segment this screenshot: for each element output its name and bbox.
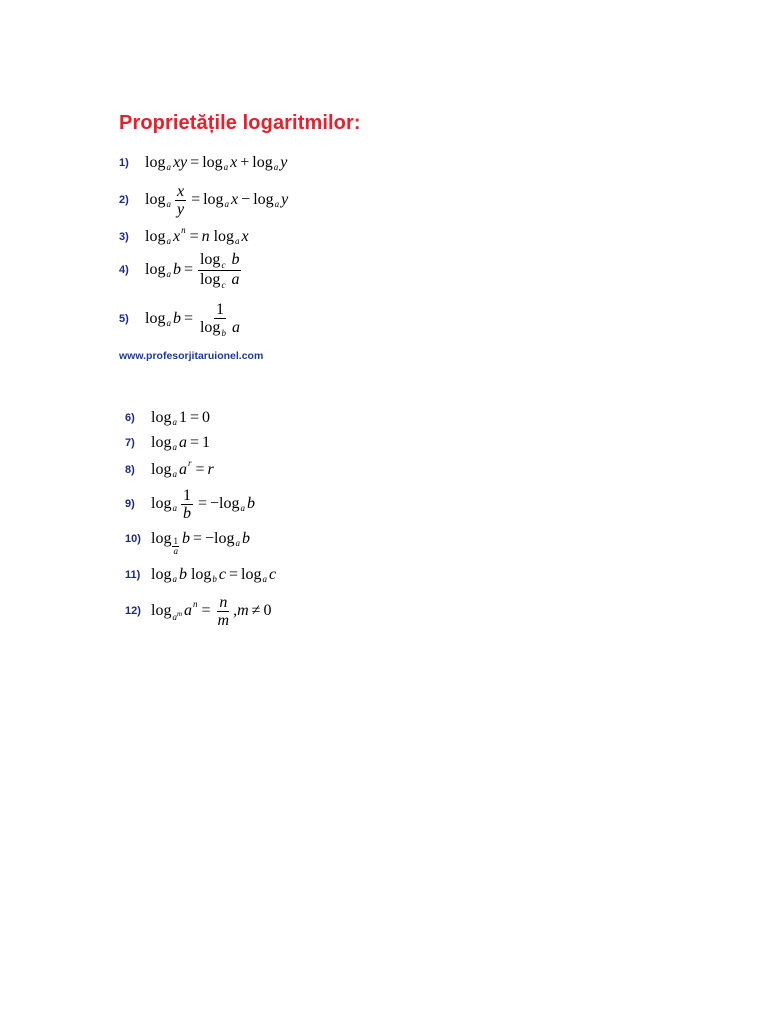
- property-number: 1): [119, 157, 129, 169]
- property-7: [125, 428, 210, 458]
- formula-log-of-base: log a a = 1: [151, 434, 210, 452]
- property-number: 7): [125, 437, 135, 449]
- property-number: 6): [125, 412, 135, 424]
- property-12: [125, 590, 271, 632]
- property-1: [119, 148, 287, 178]
- formula-power-rule: log a x n = n log a x: [145, 225, 249, 246]
- property-number: 10): [125, 533, 141, 545]
- fraction: $\frac{x}{y}$: [176, 182, 185, 218]
- property-number: 5): [119, 313, 129, 325]
- property-number: 8): [125, 464, 135, 476]
- formula-product-rule: log a xy = log a x + log a y: [145, 154, 288, 172]
- formula-log-of-power-of-base: log a a r = r: [151, 458, 214, 479]
- property-number: 2): [119, 194, 129, 206]
- website-link[interactable]: www.profesorjitaruionel.com: [119, 350, 264, 362]
- property-9: [125, 484, 255, 524]
- formula-power-base: log $a^m$ a n = $\frac{n}{m}$ , m ≠ 0: [151, 593, 272, 629]
- formula-chain-rule: log a b log b c = log a c: [151, 566, 277, 584]
- property-number: 3): [119, 231, 129, 243]
- property-8: [125, 455, 214, 485]
- property-5: [119, 299, 244, 339]
- property-4: [119, 250, 243, 290]
- property-10: [125, 522, 250, 556]
- fraction: 1 a: [173, 535, 178, 556]
- fraction: $\frac{1}{\log_b a}$: [199, 300, 240, 338]
- property-2: [119, 181, 288, 219]
- property-11: [125, 560, 276, 590]
- formula-change-of-base: log a b = $\frac{\log_c b}{\log_c a}$: [145, 250, 240, 290]
- formula-log-of-one: log a 1 = 0: [151, 409, 210, 427]
- formula-log-of-reciprocal: log a $\frac{1}{b}$ = − log a b: [151, 486, 255, 522]
- property-number: 12): [125, 605, 141, 617]
- property-number: 11): [125, 569, 141, 581]
- property-number: 4): [119, 264, 129, 276]
- formula-reciprocal-base: log a b = $\frac{1}{\log_b a}$: [145, 300, 240, 338]
- formula-log-reciprocal-base: log 1 a b = − log a b: [151, 530, 250, 556]
- property-number: 9): [125, 498, 135, 510]
- property-3: [119, 222, 249, 252]
- fraction: $\frac{\log_c b}{\log_c a}$: [199, 250, 240, 290]
- page-title: Proprietățile logaritmilor:: [119, 112, 361, 134]
- formula-quotient-rule: log a $\frac{x}{y}$ = log a x − log a y: [145, 182, 289, 218]
- fraction: $\frac{n}{m}$: [217, 593, 230, 629]
- fraction: $\frac{1}{b}$: [182, 486, 191, 522]
